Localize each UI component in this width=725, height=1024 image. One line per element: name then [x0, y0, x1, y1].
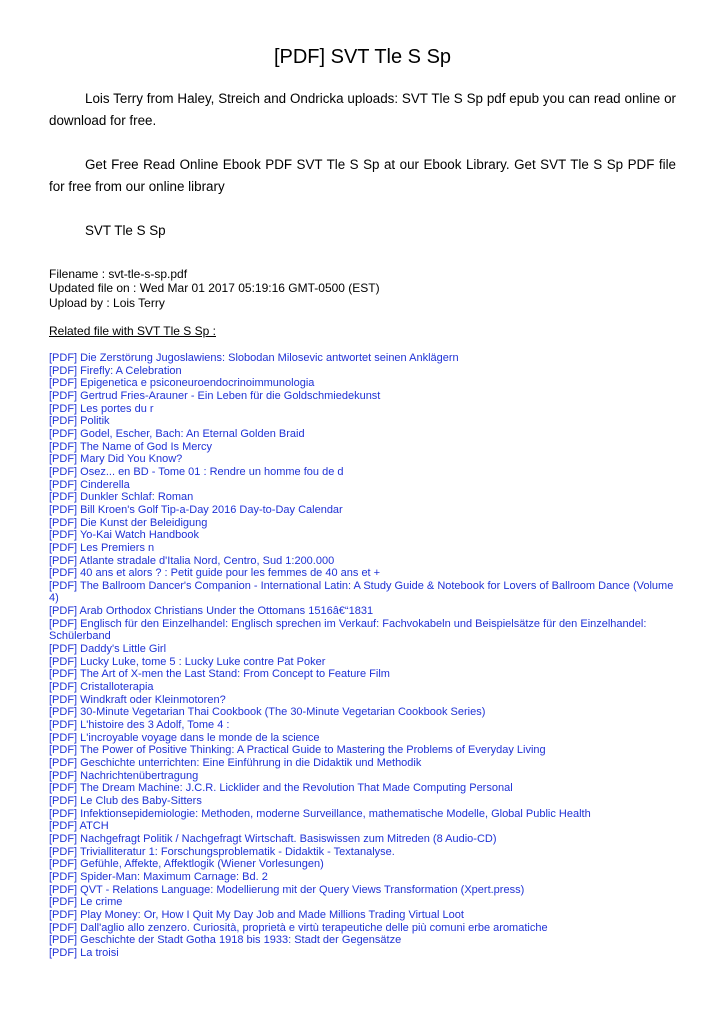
related-link-item: [49, 744, 676, 757]
upload-by-line: Upload by : Lois Terry: [49, 295, 165, 310]
related-link[interactable]: [PDF] Bill Kroen's Golf Tip-a-Day 2016 Day-to-Day Calendar: [49, 503, 343, 516]
related-link[interactable]: [PDF] The Art of X-men the Last Stand: From Concept to Feature Film: [49, 668, 390, 681]
related-link-item: [49, 428, 676, 441]
related-link-item: [49, 909, 676, 922]
related-link-item: [49, 782, 676, 795]
related-link[interactable]: [PDF] L'incroyable voyage dans le monde de la science: [49, 731, 320, 744]
related-link-item: [49, 896, 676, 909]
related-link[interactable]: [PDF] Politik: [49, 415, 110, 428]
related-link[interactable]: [PDF] Arab Orthodox Christians Under the Ottomans 1516â€“1831: [49, 605, 374, 618]
related-link[interactable]: [PDF] 30-Minute Vegetarian Thai Cookbook (The 30-Minute Vegetarian Cookbook Series): [49, 706, 486, 719]
related-link-item: [49, 846, 676, 859]
related-link-item: [49, 668, 676, 681]
file-meta: [49, 267, 676, 310]
related-link[interactable]: [PDF] Le Club des Baby-Sitters: [49, 794, 202, 807]
related-link[interactable]: [PDF] Geschichte der Stadt Gotha 1918 bis 1933: Stadt der Gegensätze: [49, 934, 402, 947]
related-link-item: [49, 441, 676, 454]
related-link-item: [49, 681, 676, 694]
related-link[interactable]: [PDF] ATCH: [49, 820, 109, 833]
related-link-item: [49, 757, 676, 770]
related-link[interactable]: [PDF] The Power of Positive Thinking: A Practical Guide to Mastering the Problems of Everyday Living: [49, 744, 546, 757]
related-link-item: [49, 517, 676, 530]
book-name-paragraph: SVT Tle S Sp: [85, 223, 166, 238]
related-link[interactable]: [PDF] Mary Did You Know?: [49, 453, 183, 466]
related-link[interactable]: [PDF] Geschichte unterrichten: Eine Einführung in die Didaktik und Methodik: [49, 757, 422, 769]
related-link[interactable]: [PDF] Les Premiers n: [49, 541, 155, 554]
library-paragraph: Get Free Read Online Ebook PDF SVT Tle S Sp at our Ebook Library. Get SVT Tle S Sp PDF file for free from our online library: [49, 157, 676, 194]
related-link[interactable]: [PDF] Les portes du r: [49, 402, 154, 415]
related-link[interactable]: [PDF] Windkraft oder Kleinmotoren?: [49, 693, 226, 706]
related-link-item: [49, 415, 676, 428]
updated-line: Updated file on : Wed Mar 01 2017 05:19:16 GMT-0500 (EST): [49, 281, 380, 296]
related-link[interactable]: [PDF] Osez... en BD - Tome 01 : Rendre un homme fou de d: [49, 465, 344, 478]
related-link-item: [49, 808, 676, 821]
related-link-item: [49, 377, 676, 390]
related-link-item: [49, 365, 676, 378]
related-link-item: [49, 732, 676, 745]
related-link[interactable]: [PDF] Nachrichtenübertragung: [49, 769, 199, 782]
related-link-item: [49, 504, 676, 517]
related-links-list: [49, 352, 676, 960]
related-link-item: [49, 403, 676, 416]
related-link[interactable]: [PDF] Nachgefragt Politik / Nachgefragt Wirtschaft. Basiswissen zum Mitreden (8 Audio-CD): [49, 832, 497, 845]
related-link[interactable]: [PDF] Englisch für den Einzelhandel: Englisch sprechen im Verkauf: Fachvokabeln und Beispielsätze für den Einzelhandel: Schülerband: [49, 617, 647, 643]
related-link[interactable]: [PDF] The Name of God Is Mercy: [49, 440, 213, 453]
related-link-item: [49, 466, 676, 479]
related-link[interactable]: [PDF] Le crime: [49, 896, 123, 909]
related-link-item: [49, 542, 676, 555]
related-link[interactable]: [PDF] Gefühle, Affekte, Affektlogik (Wiener Vorlesungen): [49, 858, 324, 871]
related-link[interactable]: [PDF] Infektionsepidemiologie: Methoden, moderne Surveillance, mathematische Modelle, Global Public Health: [49, 807, 591, 820]
related-link[interactable]: [PDF] Atlante stradale d'Italia Nord, Centro, Sud 1:200.000: [49, 554, 335, 567]
related-link[interactable]: [PDF] The Dream Machine: J.C.R. Licklider and the Revolution That Made Computing Personal: [49, 782, 513, 795]
related-link[interactable]: [PDF] L'histoire des 3 Adolf, Tome 4 :: [49, 719, 230, 732]
related-link[interactable]: [PDF] QVT - Relations Language: Modellierung mit der Query Views Transformation (Xpert.press): [49, 883, 525, 896]
related-link[interactable]: [PDF] Daddy's Little Girl: [49, 643, 167, 656]
page-title: [PDF] SVT Tle S Sp: [273, 46, 452, 68]
related-link-item: [49, 795, 676, 808]
related-link-item: [49, 706, 676, 719]
related-link-item: [49, 922, 676, 935]
related-link-item: [49, 491, 676, 504]
related-link-item: [49, 555, 676, 568]
related-link-item: [49, 858, 676, 871]
related-link-item: [49, 770, 676, 783]
related-link[interactable]: [PDF] Die Kunst der Beleidigung: [49, 516, 208, 529]
related-link[interactable]: [PDF] Godel, Escher, Bach: An Eternal Golden Braid: [49, 427, 305, 440]
related-link-item: [49, 694, 676, 707]
related-link[interactable]: [PDF] Cristalloterapia: [49, 681, 154, 694]
related-link[interactable]: [PDF] Spider-Man: Maximum Carnage: Bd. 2: [49, 870, 268, 883]
related-link[interactable]: [PDF] Die Zerstörung Jugoslawiens: Slobodan Milosevic antwortet seinen Anklägern: [49, 352, 459, 364]
related-link-item: [49, 656, 676, 669]
related-link-item: [49, 479, 676, 492]
related-link[interactable]: [PDF] Firefly: A Celebration: [49, 364, 182, 377]
intro-paragraph: Lois Terry from Haley, Streich and Ondricka uploads: SVT Tle S Sp pdf epub you can read online or download for free.: [49, 91, 676, 128]
related-link-item: [49, 934, 676, 947]
related-link-item: [49, 871, 676, 884]
related-link[interactable]: [PDF] Dunkler Schlaf: Roman: [49, 491, 194, 504]
related-link[interactable]: [PDF] La troisi: [49, 946, 119, 959]
related-link-item: [49, 833, 676, 846]
related-link[interactable]: [PDF] Play Money: Or, How I Quit My Day Job and Made Millions Trading Virtual Loot: [49, 908, 464, 921]
related-link-item: [49, 352, 676, 365]
related-link[interactable]: [PDF] 40 ans et alors ? : Petit guide pour les femmes de 40 ans et +: [49, 567, 381, 580]
related-link-item: [49, 719, 676, 732]
related-link-item: [49, 529, 676, 542]
related-link[interactable]: [PDF] Epigenetica e psiconeuroendocrinoimmunologia: [49, 377, 315, 390]
related-link-item: [49, 453, 676, 466]
related-link-item: [49, 618, 676, 643]
related-link[interactable]: [PDF] Trivialliteratur 1: Forschungsproblematik - Didaktik - Textanalyse.: [49, 845, 395, 858]
related-link[interactable]: [PDF] Lucky Luke, tome 5 : Lucky Luke contre Pat Poker: [49, 655, 326, 668]
related-link[interactable]: [PDF] Gertrud Fries-Arauner - Ein Leben für die Goldschmiedekunst: [49, 389, 381, 402]
related-link-item: [49, 390, 676, 403]
related-link-item: [49, 884, 676, 897]
related-link-item: [49, 580, 676, 605]
related-link[interactable]: [PDF] Yo-Kai Watch Handbook: [49, 529, 200, 542]
related-link-item: [49, 567, 676, 580]
related-link[interactable]: [PDF] Dall'aglio allo zenzero. Curiosità, proprietà e virtù terapeutiche delle più comuni erbe aromatiche: [49, 921, 548, 934]
related-link-item: [49, 605, 676, 618]
related-link-item: [49, 643, 676, 656]
related-heading: Related file with SVT Tle S Sp :: [49, 324, 216, 338]
related-link-item: [49, 820, 676, 833]
filename-line: Filename : svt-tle-s-sp.pdf: [49, 267, 188, 281]
related-link-item: [49, 947, 676, 960]
related-link[interactable]: [PDF] Cinderella: [49, 478, 130, 491]
related-link[interactable]: [PDF] The Ballroom Dancer's Companion - International Latin: A Study Guide & Notebook for Lovers of Ballroom Dance (Volume 4): [49, 579, 674, 605]
